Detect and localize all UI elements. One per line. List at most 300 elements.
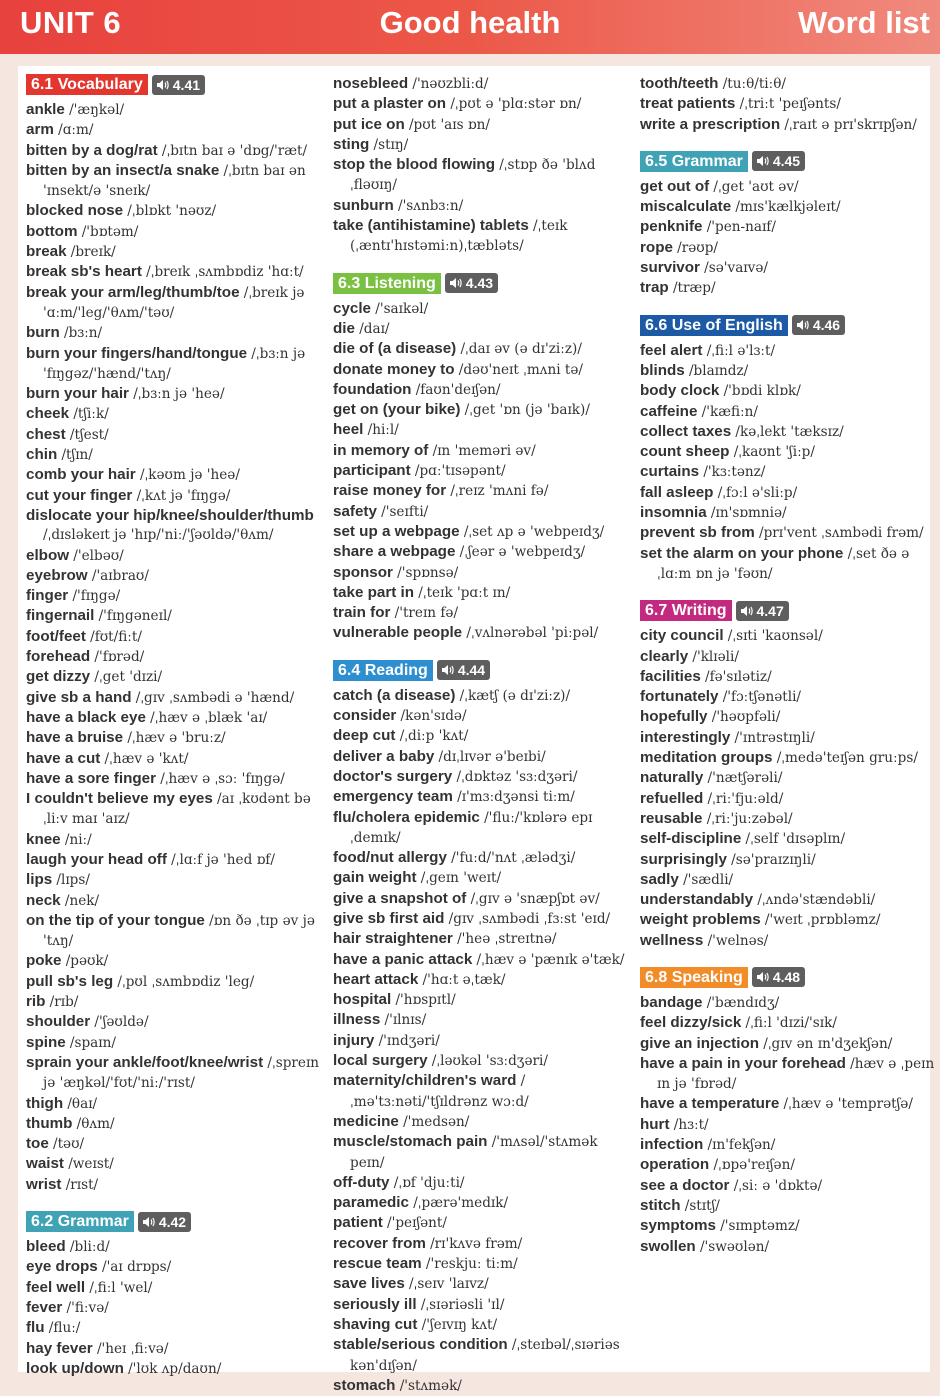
entry-word: sting <box>333 135 370 153</box>
entry-pronunciation: /ˌset ʌp ə 'webpeɪdʒ/ <box>463 523 605 540</box>
entry-word: neck <box>26 891 61 909</box>
entry-pronunciation: /'ɪntrəstɪŋli/ <box>734 729 815 746</box>
word-entry <box>333 502 629 522</box>
entry-pronunciation: /ˌhæv ə 'kʌt/ <box>104 750 189 767</box>
audio-track-button[interactable] <box>437 660 490 680</box>
entry-word: look up/down <box>26 1359 124 1377</box>
entry-pronunciation: /'elbəʊ/ <box>73 547 124 564</box>
entry-word: food/nut allergy <box>333 849 447 867</box>
entry-pronunciation: /pɑː'tɪsəpənt/ <box>414 463 506 480</box>
audio-track-number: 4.44 <box>457 662 486 679</box>
entry-word: burn <box>26 324 60 342</box>
entry-pronunciation: /'ɪndʒəri/ <box>378 1032 440 1049</box>
word-entry <box>333 74 629 94</box>
word-entry <box>26 1237 322 1257</box>
word-entry <box>26 344 322 385</box>
entry-pronunciation: /fluː/ <box>48 1320 81 1337</box>
section-title: 6.4 Reading <box>333 660 433 681</box>
entry-pronunciation: /ˌgɪv ə 'snæpʃɒt əv/ <box>470 890 600 907</box>
entry-word: swollen <box>640 1237 696 1255</box>
word-entry <box>26 445 322 465</box>
word-entry <box>333 1071 629 1112</box>
entry-pronunciation: /'pen-naɪf/ <box>706 219 776 236</box>
word-entry <box>640 1094 936 1114</box>
entry-pronunciation: /'nætʃərəli/ <box>707 770 783 787</box>
entry-pronunciation: /weɪst/ <box>68 1156 114 1173</box>
entry-pronunciation: /ˌget 'dɪzi/ <box>94 669 163 686</box>
audio-track-button[interactable] <box>736 601 789 621</box>
entry-pronunciation: /'aɪ drɒps/ <box>101 1259 172 1276</box>
entry-pronunciation: /'fluː/'kɒlərə epɪˌdemɪk/ <box>350 809 593 846</box>
word-entry <box>640 544 936 585</box>
section-title: 6.8 Speaking <box>640 967 748 988</box>
entry-word: bitten by a dog/rat <box>26 141 158 159</box>
word-entry <box>333 950 629 970</box>
entry-pronunciation: /'sʌnbɜːn/ <box>397 197 464 214</box>
word-entry <box>333 1213 629 1233</box>
entry-word: give sb first aid <box>333 909 445 927</box>
word-entry <box>640 1115 936 1135</box>
word-entry <box>26 627 322 647</box>
entry-pronunciation: /nek/ <box>64 892 100 909</box>
entry-pronunciation: /ˌfiːl 'wel/ <box>89 1279 153 1296</box>
entry-pronunciation: /gɪv ˌsʌmbədi ˌfɜːst 'eɪd/ <box>448 910 611 927</box>
word-entry <box>333 1234 629 1254</box>
section-title: 6.2 Grammar <box>26 1211 134 1232</box>
entry-pronunciation: /ɑːm/ <box>58 122 94 139</box>
entry-word: take part in <box>333 583 415 601</box>
word-entry <box>640 217 936 237</box>
word-entry <box>640 1054 936 1095</box>
word-entry <box>640 442 936 462</box>
unit-title: Good health <box>379 5 561 40</box>
word-entry <box>26 749 322 769</box>
word-entry <box>26 728 322 748</box>
entry-pronunciation: /dɪˌlɪvər ə'beɪbi/ <box>438 748 546 765</box>
audio-track-button[interactable] <box>152 75 205 95</box>
entry-word: dislocate your hip/knee/shoulder/thumb <box>26 506 314 524</box>
entry-pronunciation: /'saɪkəl/ <box>375 300 429 317</box>
word-entry <box>640 1013 936 1033</box>
entry-word: local surgery <box>333 1052 428 1070</box>
entry-pronunciation: /ˌdiːp 'kʌt/ <box>399 728 469 745</box>
entry-pronunciation: /ˌpærə'medɪk/ <box>413 1195 509 1212</box>
entry-pronunciation: /pʊt 'aɪs ɒn/ <box>408 116 490 133</box>
entry-word: bleed <box>26 1238 66 1256</box>
entry-pronunciation: /rəʊp/ <box>677 239 718 256</box>
entry-word: city council <box>640 627 724 645</box>
entry-word: stomach <box>333 1376 396 1394</box>
word-entry <box>26 1278 322 1298</box>
entry-pronunciation: /'bɒtəm/ <box>81 223 139 240</box>
entry-pronunciation: /fə'sɪlətiz/ <box>705 668 772 685</box>
entry-word: deep cut <box>333 727 396 745</box>
entry-pronunciation: /ɪn 'meməri əv/ <box>432 442 536 459</box>
entry-word: write a prescription <box>640 115 781 133</box>
word-entry <box>333 216 629 257</box>
entry-pronunciation: /ˌbɪtn baɪ ə 'dɒg/'ræt/ <box>161 142 308 159</box>
entry-pronunciation: /ˌkaʊnt 'ʃiːp/ <box>733 444 815 461</box>
entry-word: train for <box>333 604 391 622</box>
word-entry <box>333 583 629 603</box>
section-header-6-4-reading <box>333 660 629 681</box>
word-entry <box>26 1257 322 1277</box>
entry-word: die of (a disease) <box>333 340 457 358</box>
entry-pronunciation: /ˌbreɪk jə 'ɑːm/'leg/'θʌm/'təʊ/ <box>43 284 305 321</box>
entry-word: have a panic attack <box>333 950 473 968</box>
entry-pronunciation: /'reskjuː tiːm/ <box>425 1256 518 1273</box>
entry-pronunciation: /ˌset ðə əˌlɑːm ɒn jə 'fəʊn/ <box>657 545 910 582</box>
entry-pronunciation: /'fuːd/'nʌt ˌælədʒi/ <box>451 850 576 867</box>
entry-word: donate money to <box>333 360 455 378</box>
audio-track-button[interactable] <box>138 1212 191 1232</box>
audio-track-number: 4.42 <box>158 1213 187 1230</box>
word-entry <box>640 483 936 503</box>
word-entry <box>26 708 322 728</box>
entry-pronunciation: /rɪst/ <box>65 1176 99 1193</box>
word-entry <box>333 808 629 849</box>
entry-word: maternity/children's ward <box>333 1072 517 1090</box>
entry-pronunciation: /ˌfiːl ə'lɜːt/ <box>706 342 776 359</box>
audio-track-button[interactable] <box>752 967 805 987</box>
entry-word: clearly <box>640 647 689 665</box>
entry-word: eyebrow <box>26 566 88 584</box>
word-entry <box>26 283 322 324</box>
entry-word: cheek <box>26 405 70 423</box>
entry-pronunciation: /dəʊ'neɪt ˌmʌni tə/ <box>458 361 583 378</box>
word-entry <box>640 278 936 298</box>
entry-pronunciation: /'kæfiːn/ <box>701 403 758 420</box>
entry-pronunciation: /aɪ ˌkʊdənt bəˌliːv maɪ 'aɪz/ <box>43 791 311 828</box>
entry-word: vulnerable people <box>333 624 463 642</box>
unit-label: UNIT 6 <box>20 5 122 40</box>
entry-word: sponsor <box>333 563 393 581</box>
entry-pronunciation: /ˌmedə'teɪʃən gruːps/ <box>776 750 918 767</box>
entry-word: penknife <box>640 218 703 236</box>
entry-word: emergency team <box>333 788 453 806</box>
speaker-icon <box>449 277 463 289</box>
column-3 <box>640 74 936 1257</box>
entry-pronunciation: /ˌget 'ɒn (jə 'baɪk)/ <box>464 402 590 419</box>
entry-pronunciation: /ˌstɒp ðə 'blʌd ˌfləʊɪŋ/ <box>350 157 596 194</box>
entry-pronunciation: /tuːθ/tiːθ/ <box>722 76 786 92</box>
entry-word: fever <box>26 1298 63 1316</box>
entry-pronunciation: /ˌsɪti 'kaʊnsəl/ <box>727 628 823 645</box>
entry-pronunciation: /ˌbɪtn baɪ ən 'ɪnsekt/ə 'sneɪk/ <box>43 162 306 200</box>
entry-word: fingernail <box>26 607 95 625</box>
word-entry <box>640 1176 936 1196</box>
word-entry <box>26 1339 322 1359</box>
entry-word: cut your finger <box>26 486 133 504</box>
audio-track-button[interactable] <box>752 151 805 171</box>
entry-word: take (antihistamine) tablets <box>333 217 529 235</box>
word-entry <box>26 1359 322 1379</box>
word-entry <box>640 258 936 278</box>
word-entry <box>26 141 322 161</box>
entry-word: get out of <box>640 177 710 195</box>
word-entry <box>26 1012 322 1032</box>
entry-word: consider <box>333 707 397 725</box>
word-entry <box>26 242 322 262</box>
entry-word: illness <box>333 1011 381 1029</box>
entry-pronunciation: /mɪs'kælkjəleɪt/ <box>735 199 841 216</box>
section-title: 6.5 Grammar <box>640 151 748 172</box>
entry-pronunciation: /tʃiːk/ <box>73 406 109 423</box>
entry-pronunciation: /'hɑːt əˌtæk/ <box>422 971 506 988</box>
entry-pronunciation: /'heɪ ˌfiːvə/ <box>96 1340 169 1357</box>
word-entry <box>333 1315 629 1335</box>
word-entry <box>333 1010 629 1030</box>
entry-word: treat patients <box>640 95 736 113</box>
entry-word: interestingly <box>640 728 731 746</box>
entry-pronunciation: /ˌdɪsləkeɪt jə 'hɪp/'niː/'ʃəʊldə/'θʌm/ <box>43 527 274 544</box>
entry-pronunciation: /prɪ'vent ˌsʌmbədi frəm/ <box>759 525 924 542</box>
entry-pronunciation: /ˌɒpə'reɪʃən/ <box>713 1157 795 1174</box>
entry-word: meditation groups <box>640 749 773 767</box>
entry-word: catch (a disease) <box>333 686 456 704</box>
word-entry <box>333 563 629 583</box>
entry-word: bottom <box>26 222 78 240</box>
word-entry <box>26 1154 322 1174</box>
entry-word: hospital <box>333 991 392 1009</box>
entry-word: surprisingly <box>640 850 727 868</box>
entry-pronunciation: /ˌdaɪ əv (ə dɪ'ziːz)/ <box>460 341 582 358</box>
word-entry <box>640 94 936 114</box>
entry-word: recover from <box>333 1234 426 1252</box>
word-entry <box>333 603 629 623</box>
word-entry <box>640 850 936 870</box>
entry-word: have a black eye <box>26 708 146 726</box>
entry-pronunciation: /'fɒrəd/ <box>94 649 145 666</box>
entry-pronunciation: /'sɪmptəmz/ <box>720 1218 800 1235</box>
entry-pronunciation: /rɪb/ <box>49 994 79 1011</box>
entry-word: bitten by an insect/a snake <box>26 161 220 179</box>
word-entry <box>26 1033 322 1053</box>
word-entry <box>26 384 322 404</box>
entry-pronunciation: /'hɒspɪtl/ <box>395 992 456 1009</box>
word-entry <box>640 748 936 768</box>
entry-pronunciation: /ˌhæv ə 'pænɪk ə'tæk/ <box>476 951 625 968</box>
word-entry <box>640 1155 936 1175</box>
word-entry <box>333 542 629 562</box>
word-entry <box>640 177 936 197</box>
word-entry <box>333 1112 629 1132</box>
entry-word: blinds <box>640 361 685 379</box>
entry-word: body clock <box>640 382 720 400</box>
entry-word: sunburn <box>333 196 394 214</box>
entry-pronunciation: /ˌkəʊm jə 'heə/ <box>139 467 240 484</box>
entry-word: fortunately <box>640 688 719 706</box>
entry-word: heart attack <box>333 970 419 988</box>
word-entry <box>333 481 629 501</box>
word-entry <box>333 909 629 929</box>
entry-word: I couldn't believe my eyes <box>26 790 213 808</box>
entry-pronunciation: /sə'praɪzɪŋli/ <box>731 851 816 868</box>
word-entry <box>26 1175 322 1195</box>
entry-word: hopefully <box>640 708 708 726</box>
entry-word: count sheep <box>640 443 730 461</box>
entry-word: save lives <box>333 1275 405 1293</box>
entry-word: stable/serious condition <box>333 1336 508 1354</box>
entry-pronunciation: /'treɪn fə/ <box>394 605 459 622</box>
word-entry <box>26 870 322 890</box>
entry-word: rope <box>640 238 673 256</box>
word-entry <box>333 115 629 135</box>
entry-pronunciation: /ˌgɪv ˌsʌmbədi ə 'hænd/ <box>135 689 295 706</box>
entry-word: muscle/stomach pain <box>333 1133 488 1151</box>
entry-pronunciation: /ˌbreɪk ˌsʌmbɒdiz 'hɑːt/ <box>146 264 304 281</box>
entry-pronunciation: /ˌgɪv ən ɪn'dʒekʃən/ <box>763 1035 893 1052</box>
entry-pronunciation: /'həʊpfəli/ <box>711 709 781 726</box>
entry-word: feel alert <box>640 341 703 359</box>
word-entry <box>26 586 322 606</box>
entry-pronunciation: /təʊ/ <box>53 1136 85 1153</box>
section-header-6-6-use-of-english <box>640 315 936 336</box>
entry-word: symptoms <box>640 1217 716 1235</box>
entry-word: trap <box>640 279 669 297</box>
entry-word: comb your hair <box>26 466 136 484</box>
word-entry <box>333 420 629 440</box>
word-entry <box>26 1318 322 1338</box>
entry-pronunciation: /stɪtʃ/ <box>684 1197 720 1214</box>
audio-track-button[interactable] <box>792 315 845 335</box>
word-entry <box>26 262 322 282</box>
word-entry <box>333 686 629 706</box>
audio-track-button[interactable] <box>445 273 498 293</box>
section-title: 6.6 Use of English <box>640 315 788 336</box>
word-entry <box>333 94 629 114</box>
section-title: 6.3 Listening <box>333 273 441 294</box>
section-label: Word list <box>797 5 930 40</box>
entry-word: poke <box>26 952 62 970</box>
entry-pronunciation: /ˌriː'juːzəbəl/ <box>706 810 793 827</box>
entry-pronunciation: /spaɪn/ <box>69 1034 116 1051</box>
entry-pronunciation: /ˌʃeər ə 'webpeɪdʒ/ <box>459 544 586 561</box>
entry-word: toe <box>26 1135 49 1153</box>
entry-pronunciation: /hɜːt/ <box>673 1116 709 1133</box>
entry-pronunciation: /ˌpʊl ˌsʌmbɒdiz 'leg/ <box>117 973 255 990</box>
entry-word: understandably <box>640 891 754 909</box>
word-entry <box>26 546 322 566</box>
entry-word: get dizzy <box>26 668 91 686</box>
word-entry <box>333 1295 629 1315</box>
word-entry <box>640 503 936 523</box>
word-entry <box>26 972 322 992</box>
word-entry <box>26 566 322 586</box>
word-entry <box>26 992 322 1012</box>
word-entry <box>333 767 629 787</box>
entry-word: blocked nose <box>26 202 124 220</box>
audio-track-number: 4.43 <box>465 275 494 292</box>
word-entry <box>640 197 936 217</box>
audio-track-number: 4.47 <box>756 602 784 619</box>
entry-word: elbow <box>26 546 70 564</box>
entry-word: raise money for <box>333 482 447 500</box>
entry-pronunciation: /ˌvʌlnərəbəl 'piːpəl/ <box>466 625 599 642</box>
word-entry <box>333 747 629 767</box>
entry-pronunciation: /ˌhæv ə ˌblæk 'aɪ/ <box>150 709 268 726</box>
entry-word: rib <box>26 993 46 1011</box>
word-entry <box>333 1132 629 1173</box>
word-entry <box>26 1114 322 1134</box>
entry-word: survivor <box>640 259 700 277</box>
entry-word: see a doctor <box>640 1176 730 1194</box>
speaker-icon <box>756 155 770 167</box>
entry-pronunciation: /'lʊk ʌp/daʊn/ <box>128 1360 222 1377</box>
entry-word: give a snapshot of <box>333 889 467 907</box>
entry-word: miscalculate <box>640 198 732 216</box>
audio-track-number: 4.46 <box>812 317 841 334</box>
word-entry <box>333 889 629 909</box>
entry-word: hurt <box>640 1115 670 1133</box>
entry-pronunciation: /ˌhæv ə 'bruːz/ <box>127 730 226 747</box>
speaker-icon <box>756 971 770 983</box>
entry-word: reusable <box>640 809 703 827</box>
word-entry <box>640 1237 936 1257</box>
entry-pronunciation: /tʃest/ <box>69 426 109 443</box>
section-header-6-1-vocabulary <box>26 74 322 95</box>
word-entry <box>640 789 936 809</box>
entry-pronunciation: /kən'sɪdə/ <box>400 708 467 725</box>
column-2 <box>333 74 629 1396</box>
speaker-icon <box>740 605 754 617</box>
word-entry <box>26 222 322 242</box>
entry-pronunciation: /ˌsteɪbəl/ˌsɪəriəs kən'dɪʃən/ <box>350 1337 620 1374</box>
entry-pronunciation: /hæv ə ˌpeɪn ɪn jə 'fɒrəd/ <box>657 1055 935 1093</box>
audio-track-number: 4.45 <box>772 153 801 170</box>
word-entry <box>26 789 322 830</box>
word-entry <box>640 993 936 1013</box>
word-entry <box>640 341 936 361</box>
entry-pronunciation: /'sædli/ <box>683 871 734 888</box>
word-entry <box>26 769 322 789</box>
entry-word: facilities <box>640 667 701 685</box>
entry-pronunciation: /'ʃəʊldə/ <box>94 1014 149 1031</box>
entry-pronunciation: /'peɪʃənt/ <box>387 1215 447 1232</box>
entry-pronunciation: /'kɜːtənz/ <box>703 464 766 481</box>
entry-pronunciation: /pəʊk/ <box>65 953 109 970</box>
entry-pronunciation: /ˌgeɪn 'weɪt/ <box>420 870 502 887</box>
entry-word: flu <box>26 1319 45 1337</box>
word-entry <box>640 1034 936 1054</box>
entry-pronunciation: /'heə ˌstreɪtnə/ <box>457 931 557 948</box>
entry-word: heel <box>333 421 364 439</box>
entry-pronunciation: /ˌkʌt jə 'fɪŋgə/ <box>136 487 231 504</box>
entry-pronunciation: /'ɪlnɪs/ <box>384 1012 427 1029</box>
section-title: 6.7 Writing <box>640 600 732 621</box>
entry-pronunciation: /'fɪŋgə/ <box>72 588 121 605</box>
speaker-icon <box>796 319 810 331</box>
word-entry <box>333 196 629 216</box>
entry-pronunciation: /ˌseɪv 'laɪvz/ <box>409 1276 489 1293</box>
entry-word: foot/feet <box>26 627 86 645</box>
word-entry <box>333 1193 629 1213</box>
word-entry <box>26 891 322 911</box>
entry-pronunciation: /ˌteɪk 'pɑːt ɪn/ <box>418 584 511 601</box>
entry-word: feel well <box>26 1278 86 1296</box>
entry-word: give sb a hand <box>26 688 132 706</box>
entry-word: arm <box>26 121 54 139</box>
word-entry <box>640 687 936 707</box>
entry-pronunciation: /lɪps/ <box>56 872 90 889</box>
entry-word: forehead <box>26 648 91 666</box>
word-entry <box>333 135 629 155</box>
word-entry <box>26 404 322 424</box>
entry-pronunciation: /ˌhæv ə 'temprətʃə/ <box>783 1096 913 1113</box>
entry-pronunciation: /stɪŋ/ <box>373 136 409 153</box>
word-entry <box>26 1053 322 1094</box>
entry-pronunciation: /ˌsɪəriəsli 'ɪl/ <box>420 1296 505 1313</box>
